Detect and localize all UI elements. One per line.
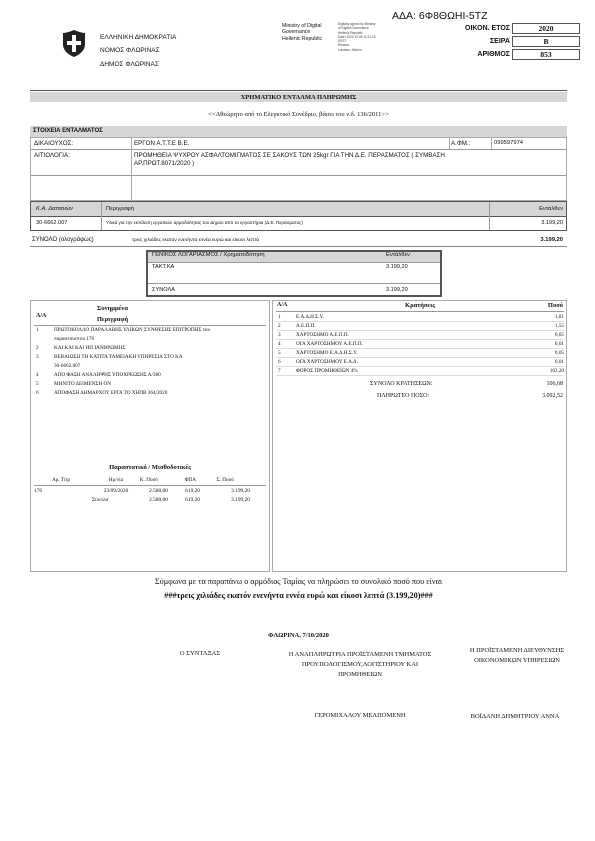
ledger-row-amount: 3.199,20 (386, 264, 408, 270)
title-top-rule (30, 90, 567, 91)
deduction-desc: ΟΓΑ ΧΑΡΤΟΣΗΜΟΥ Ε.Α.Δ. (296, 359, 358, 365)
attachment-row (36, 372, 266, 381)
expense-col-amount: Εντάλθεν (539, 206, 563, 212)
attachment-row (36, 354, 266, 363)
reason-label: ΑΙΤΙΟΛΟΓΙΑ: (34, 152, 70, 159)
republic-label: ΕΛΛΗΝΙΚΗ ΔΗΜΟΚΡΑΤΙΑ (100, 34, 177, 41)
attachment-row (36, 381, 266, 390)
attachment-desc: ΑΠΟ ΦΑΣΗ ΑΝΑΛΗΨΗΣ ΥΠΟΧΡΕΩΣΗΣ Α/380 (54, 372, 161, 378)
amount-in-words: ###τρεις χιλιάδες εκατόν ενενήντα εννέα ευρώ και είκοσι λεπτά (3.199,20)### (164, 591, 433, 600)
attachment-row (36, 336, 266, 345)
invoice-sum-label: Σύνολα (92, 497, 109, 503)
total-words: τρεις χιλιάδες εκατόν ενενήντα εννέα ευρώ και είκοσι λεπτά (132, 238, 260, 243)
author-title: Ο ΣΥΝΤΑΞΑΣ (179, 650, 221, 657)
head-name: ΒΟΪΔΑΝΗ ΔΗΜΗΤΡΙΟΥ ΑΝΝΑ (470, 713, 560, 720)
expense-col-ka: Κ.Α. Δαπανών (36, 206, 73, 212)
meta-number-value: 853 (512, 49, 580, 60)
deputy-name: ΓΕΡΟΜΙΧΑΛΟΥ ΜΕΛΠΟΜΕΝΗ (314, 712, 406, 719)
expense-row-amount: 3.199,20 (541, 220, 563, 226)
attachment-no: 6 (36, 390, 39, 396)
attachment-desc: ΒΕΒΑΙΩΣΗ ΤΗ ΚΑΤΙΤΑ ΤΑΜΕΙΑΚΗ ΥΠΗΡΕΣΙΑ ΣΤΟ ΚΑ (54, 354, 183, 360)
invoice-row-vat: 619,20 (185, 488, 200, 494)
meta-series-value: Β (512, 36, 580, 47)
invoice-sum-net: 2.580,00 (149, 497, 168, 503)
head-title: Η ΠΡΟΪΣΤΑΜΕΝΗ ΔΙΕΥΘΥΝΣΗΣ ΟΙΚΟΝΟΜΙΚΩΝ ΥΠΗΡΕΣΙΩΝ (469, 647, 565, 664)
attachments-col-no: Α/Α (36, 313, 47, 319)
attachment-no: 1 (36, 327, 39, 333)
expense-row-desc: Υλικά για την εκτέλεση εργασιών αρμοδιότητας του Δήμου από τα εργαστήρια (Δ.Ε. Περάσματος) (106, 220, 303, 225)
municipality-label: ΔΗΜΟΣ ΦΛΩΡΙΝΑΣ (100, 61, 159, 68)
deduction-no: 5 (278, 350, 281, 356)
attachment-no: 4 (36, 372, 39, 378)
meta-year-label: ΟΙΚΟΝ. ΕΤΟΣ (465, 25, 510, 32)
ledger-col-account: ΓΕΝΙΚΟΣ ΛΟΓΑΡΙΑΣΜΟΣ / Χρηματοδότηση (152, 252, 265, 258)
deductions-list (276, 313, 564, 376)
invoices-col-vat: ΦΠΑ (184, 477, 196, 483)
attachment-desc: ΜΗΝΙΤΟ ΔΕΙΜΕΝΣΗ ΟΝ (54, 381, 111, 387)
invoices-title: Παραστατικό / Μισθοδοτικές (109, 464, 191, 471)
place-date: ΦΛΩΡΙΝΑ, 7/10/2020 (268, 632, 329, 639)
ledger-total-amount: 3.199,20 (386, 287, 408, 293)
deputy-title: Η ΑΝΑΠΛΗΡΩΤΡΙΑ ΠΡΟΪΣΤΑΜΕΝΗ ΤΜΗΜΑΤΟΣ ΠΡΟΥΠΟΛΟΓΙΣΜΟΥ,ΛΟΓΙΣΤΗΡΙΟΥ ΚΑΙ ΠΡΟΜΗΘΕΙΩΝ (288, 651, 432, 678)
deduction-desc: ΦΟΡΟΣ ΠΡΟΜΗΘΕΙΩΝ 4% (296, 368, 358, 374)
attachment-row (36, 390, 266, 399)
document-title: ΧΡΗΜΑΤΙΚΟ ΕΝΤΑΛΜΑ ΠΛΗΡΩΜΗΣ (240, 94, 357, 101)
meta-number-label: ΑΡΙΘΜΟΣ (477, 51, 510, 58)
deduction-row (276, 367, 564, 376)
attachments-col-desc: Περιγραφή (96, 316, 129, 323)
digital-signature-meta: Digitally signed by Ministry of Digital Governance, Hellenic Republic Date: 2020.10.08 11:31:15 EEST Reason: Location: Athens (338, 22, 376, 52)
deduction-desc: Ε.Α.Δ.Η.Σ.Υ. (296, 314, 324, 320)
invoices-col-total: Σ. Ποσό (216, 477, 234, 483)
deduction-desc: ΟΓΑ ΧΑΡΤΟΣΗΜΟΥ Α.Ε.Π.Π. (296, 341, 363, 347)
payable-amount: 3.092,52 (542, 393, 563, 399)
afm-value: 099597974 (494, 140, 524, 146)
total-words-label: ΣΥΝΟΛΟ (ολογράφως) (32, 237, 94, 243)
deduction-no: 3 (278, 332, 281, 338)
expense-row-ka: 30-6662.007 (36, 220, 68, 226)
deductions-col-no: Α/Α (277, 302, 288, 308)
afm-label: Α.ΦΜ.: (451, 140, 471, 147)
invoice-row-net: 2.580,00 (149, 488, 168, 494)
deduction-amount: 1,55 (554, 323, 564, 329)
attachment-desc: 30-6662.007 (54, 363, 81, 369)
document-subtitle: <<Αθεώρητο από το Ελεγκτικό Συνέδριο, βάσει του ν.δ. 136/2011>> (208, 111, 389, 118)
payable-label: ΠΛΗΡΩΤΕΟ ΠΟΣΟ: (377, 393, 430, 399)
expense-col-desc: Περιγραφή (106, 206, 134, 212)
total-rule (30, 246, 567, 247)
deduction-amount: 1,81 (554, 314, 564, 320)
deduction-no: 7 (278, 368, 281, 374)
ada-code: ΑΔΑ: 6Φ8ΘΩΗΙ-5ΤΖ (392, 10, 488, 22)
deduction-desc: ΧΑΡΤΟΣΗΜΟ Ε.Α.Δ.Η.Σ.Υ. (296, 350, 358, 356)
ledger-total-label: ΣΥΝΟΛΑ (152, 287, 175, 293)
deductions-col-amount: Ποσό (547, 302, 563, 309)
reason-value: ΠΡΟΜΗΘΕΙΑ ΨΥΧΡΟΥ ΑΣΦΑΛΤΟΜΙΓΜΑΤΟΣ ΣΕ ΣΑΚΟΥΣ ΤΩΝ 25kgr ΓΙΑ ΤΗΝ Δ.Ε. ΠΕΡΑΣΜΑΤΟΣ ( ΣΥΜΒΑΣΗ ΑΡ.ΠΡΩΤ.8071/2020 ) (134, 152, 445, 167)
attachment-row (36, 345, 266, 354)
deduction-no: 1 (278, 314, 281, 320)
prefecture-label: ΝΟΜΟΣ ΦΛΩΡΙΝΑΣ (100, 47, 160, 54)
order-box (30, 137, 567, 201)
deduction-row (276, 340, 564, 349)
deduction-row (276, 331, 564, 340)
attachment-row (36, 363, 266, 372)
total-amount: 3.199,20 (540, 237, 563, 243)
deduction-amount: 0,01 (554, 359, 564, 365)
invoices-col-net: Κ. Ποσό (139, 477, 158, 483)
deductions-total-amount: 106,68 (546, 381, 563, 387)
attachment-desc: ΑΠΟΦΑΣΗ ΔΗΜΑΡΧΟΥ ΕΡΓΑ ΤΟ ΧΗΠΒ 364/2020 (54, 390, 168, 396)
deduction-row (276, 322, 564, 331)
invoice-sum-total: 3.199,20 (231, 497, 250, 503)
meta-year-value: 2020 (512, 23, 580, 34)
deduction-desc: Α.Ε.Π.Π. (296, 323, 316, 329)
digital-signature: Ministry of Digital Governance Hellenic Republic (282, 23, 323, 42)
invoice-row-no: 176 (34, 488, 43, 494)
attachment-row (36, 327, 266, 336)
payment-instruction: Σύμφωνα με τα παραπάνω ο αρμόδιος Ταμίας να πληρώσει το συνολικό ποσό που είναι (154, 577, 443, 586)
meta-series-label: ΣΕΙΡΑ (489, 38, 510, 45)
attachment-desc: ΚΑΙ ΚΑΙ ΚΑΙ ΗΠ ΙΑΝΘΡΩΜΗΣ (54, 345, 126, 351)
invoice-row-total: 3.199,20 (231, 488, 250, 494)
invoices-col-no: Αρ. Τίτρ (51, 477, 71, 483)
deductions-title: Κρατήσεις (405, 302, 435, 309)
invoice-sum-vat: 619,20 (185, 497, 200, 503)
attachments-list (36, 327, 266, 399)
deduction-amount: 0,05 (554, 332, 564, 338)
payee-label: ΔΙΚΑΙΟΥΧΟΣ: (34, 140, 74, 147)
deduction-no: 6 (278, 359, 281, 365)
deductions-total-label: ΣΥΝΟΛΟ ΚΡΑΤΗΣΕΩΝ: (370, 381, 433, 387)
deduction-no: 4 (278, 341, 281, 347)
deduction-no: 2 (278, 323, 281, 329)
invoices-col-date: Ημ/νία (108, 477, 124, 483)
ledger-row-account: ΤΑΚΤ.ΚΑ (152, 264, 175, 270)
deduction-desc: ΧΑΡΤΟΣΗΜΟ Α.Ε.Π.Π. (296, 332, 349, 338)
deduction-row (276, 313, 564, 322)
attachment-no: 2 (36, 345, 39, 351)
payee-value: ΕΡΓΟΝ Α.Τ.Τ.Ε Β.Ε. (134, 140, 190, 147)
attachment-desc: ΠΡΩΤΟΚΟΛΛΟ ΠΑΡΑΛΑΒΗΣ ΥΛΙΚΩΝ ΣΥΝΘΕΣΗΣ ΕΠΙΤΡΟΠΗΣ του (54, 327, 211, 333)
ledger-col-amount: Εντάλθεν (386, 252, 410, 258)
order-section-header: ΣΤΟΙΧΕΙΑ ΕΝΤΑΛΜΑΤΟΣ (30, 126, 567, 137)
attachments-title: Συνημμένα (97, 305, 128, 312)
invoice-row-date: 23/09/2020 (103, 488, 129, 494)
deduction-amount: 0,05 (554, 350, 564, 356)
deduction-row (276, 349, 564, 358)
coat-of-arms-icon (60, 28, 88, 58)
deduction-amount: 0,01 (554, 341, 564, 347)
deduction-amount: 103,20 (549, 368, 564, 374)
attachment-desc: παρασεσυστου 176 (54, 336, 95, 342)
attachment-no: 5 (36, 381, 39, 387)
deduction-row (276, 358, 564, 367)
attachment-no: 3 (36, 354, 39, 360)
